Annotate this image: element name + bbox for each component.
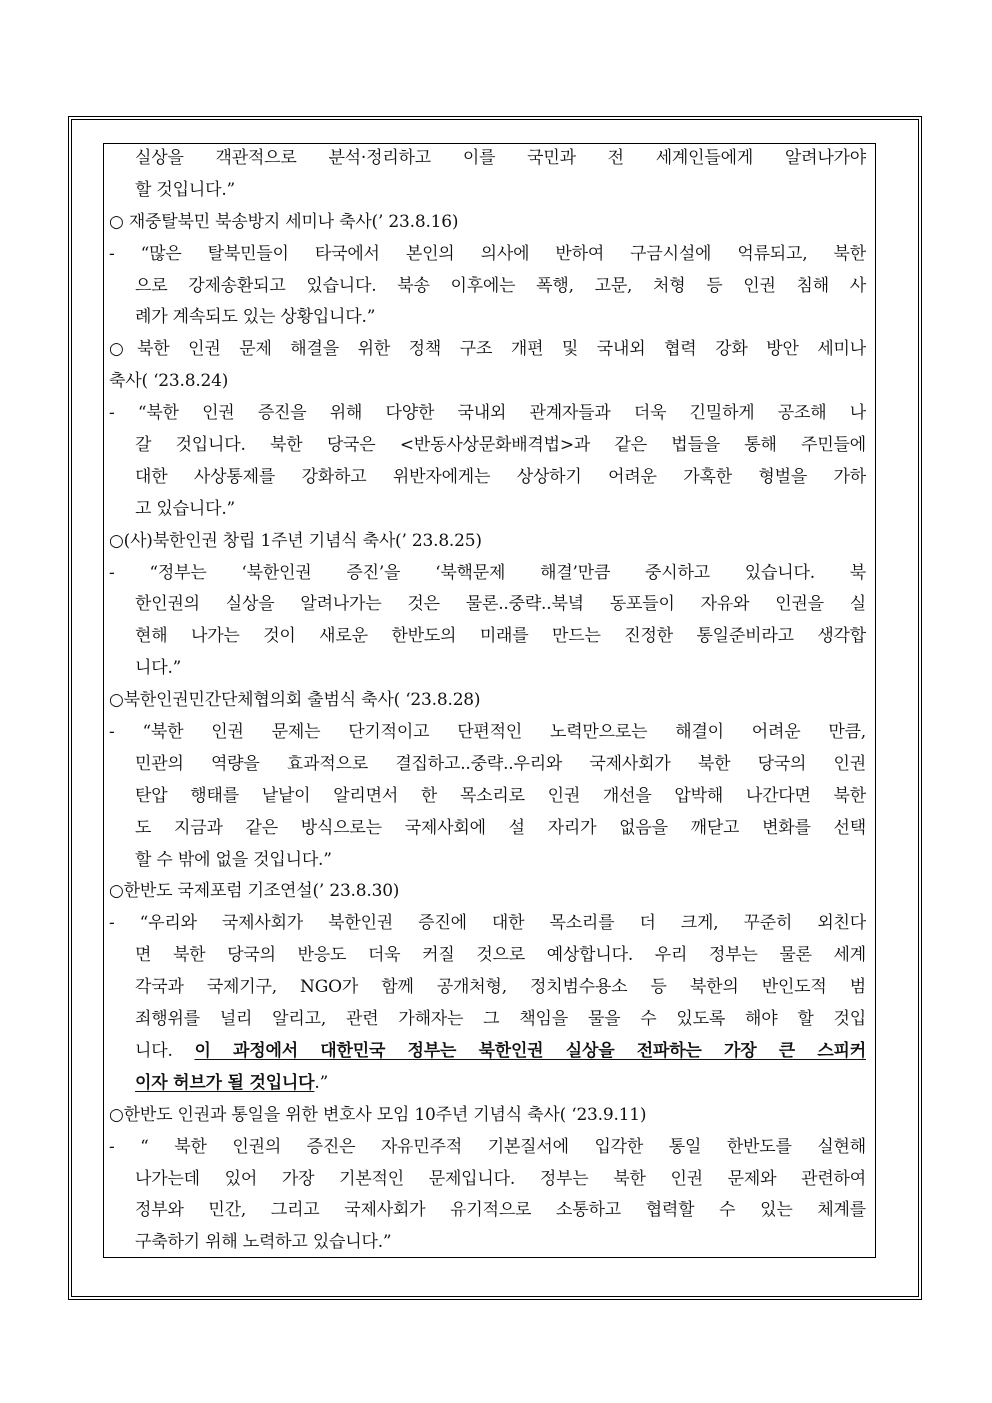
speech-quote <box>109 239 866 335</box>
quote-line: 례가 계속되도 있는 상황입니다.” <box>135 307 376 328</box>
quote-line: 실상을 객관적으로 분석·정리하고 이를 국민과 전 세계인들에게 알려나가야 <box>135 148 866 168</box>
quote-line: 민관의 역량을 효과적으로 결집하고..중략..우리와 국제사회가 북한 당국의 인권 <box>135 753 866 774</box>
quote-line: 한인권의 실상을 알려나가는 것은 물론..중략..북녘 동포들이 자유와 인권을 실 <box>135 594 866 615</box>
speech-quote <box>109 558 866 686</box>
emphasis-bold-2: 이자 허브가 될 것입니다 <box>135 1072 315 1093</box>
speech-list <box>109 143 866 1036</box>
speech-heading <box>109 685 866 717</box>
quote-line: 나가는데 있어 가장 기본적인 문제입니다. 정부는 북한 인권 문제와 관련하여 <box>135 1168 866 1189</box>
emphasis-line-2 <box>109 1068 866 1100</box>
heading-line: ○한반도 국제포럼 기조연설(’ 23.8.30) <box>109 881 400 902</box>
emphasis-suffix: .” <box>314 1072 329 1093</box>
heading-line: ○북한인권민간단체협의회 출범식 축사( ‘23.8.28) <box>109 690 481 711</box>
speech-quote <box>109 908 866 1036</box>
quote-line: - “북한 인권 문제는 단기적이고 단편적인 노력만으로는 해결이 어려운 만큼, <box>109 722 866 743</box>
quote-line: 면 북한 당국의 반응도 더욱 커질 것으로 예상합니다. 우리 정부는 물론 세계 <box>135 945 866 966</box>
quote-line: - “정부는 ‘북한인권 증진’을 ‘북핵문제 해결’만큼 중시하고 있습니다. 북 <box>109 562 866 583</box>
speech-quote <box>109 717 866 876</box>
speech-list-tail <box>109 1100 866 1259</box>
speech-quote <box>109 1132 866 1260</box>
quote-line: 정부와 민간, 그리고 국제사회가 유기적으로 소통하고 협력할 수 있는 체계를 <box>135 1200 866 1221</box>
heading-line: ○한반도 인권과 통일을 위한 변호사 모임 10주년 기념식 축사( ‘23.9.11) <box>109 1104 647 1125</box>
speech-heading <box>109 876 866 908</box>
quote-line: 할 것입니다.” <box>135 179 236 200</box>
speech-quote <box>109 398 866 526</box>
emphasis-prefix: 니다. <box>135 1040 195 1061</box>
speech-heading <box>109 207 866 239</box>
heading-line: ○북한 인권 문제 해결을 위한 정책 구조 개편 및 국내외 협력 강화 방안 세미나 <box>109 339 866 360</box>
emphasis-bold-1: 이 과정에서 대한민국 정부는 북한인권 실상을 전파하는 가장 큰 스피커 <box>194 1040 866 1061</box>
quote-line: 니다.” <box>135 658 182 679</box>
quote-line: - “많은 탈북민들이 타국에서 본인의 의사에 반하여 구금시설에 억류되고, 북한 <box>109 243 866 264</box>
quote-line: - “북한 인권 증진을 위해 다양한 국내외 관계자들과 더욱 긴밀하게 공조해 나 <box>109 403 866 424</box>
speech-heading <box>109 334 866 398</box>
quote-line: - “ 북한 인권의 증진은 자유민주적 기본질서에 입각한 통일 한반도를 실현해 <box>109 1136 866 1157</box>
heading-line: 축사( ‘23.8.24) <box>109 371 229 392</box>
quote-line: 갈 것입니다. 북한 당국은 <반동사상문화배격법>과 같은 법들을 통해 주민들에 <box>135 435 866 456</box>
quote-line: 고 있습니다.” <box>135 498 236 519</box>
quote-line: - “우리와 국제사회가 북한인권 증진에 대한 목소리를 더 크게, 꾸준히 외친다 <box>109 913 866 934</box>
quote-line: 할 수 밖에 없을 것입니다.” <box>135 849 332 870</box>
speech-quote <box>109 143 866 207</box>
quote-line: 으로 강제송환되고 있습니다. 북송 이후에는 폭행, 고문, 처형 등 인권 침해 사 <box>135 275 866 296</box>
quote-line: 탄압 행태를 낱낱이 알리면서 한 목소리로 인권 개선을 압박해 나간다면 북한 <box>135 785 866 806</box>
quote-line: 대한 사상통제를 강화하고 위반자에게는 상상하기 어려운 가혹한 형벌을 가하 <box>135 466 866 487</box>
quote-line: 구축하기 위해 노력하고 있습니다.” <box>135 1232 392 1253</box>
quote-line: 도 지금과 같은 방식으로는 국제사회에 설 자리가 없음을 깨닫고 변화를 선택 <box>135 817 866 838</box>
heading-line: ○ 재중탈북민 북송방지 세미나 축사(’ 23.8.16) <box>109 211 459 232</box>
document-body <box>109 143 866 1259</box>
heading-line: ○(사)북한인권 창립 1주년 기념식 축사(’ 23.8.25) <box>109 530 482 551</box>
speech-heading <box>109 526 866 558</box>
quote-line: 각국과 국제기구, NGO가 함께 공개처형, 정치범수용소 등 북한의 반인도적 범 <box>135 977 866 998</box>
speech-heading <box>109 1100 866 1132</box>
quote-line: 현해 나가는 것이 새로운 한반도의 미래를 만드는 진정한 통일준비라고 생각합 <box>135 626 866 647</box>
emphasis-line-1 <box>109 1036 866 1068</box>
quote-line: 죄행위를 널리 알리고, 관련 가해자는 그 책임을 물을 수 있도록 해야 할 것입 <box>135 1009 866 1030</box>
